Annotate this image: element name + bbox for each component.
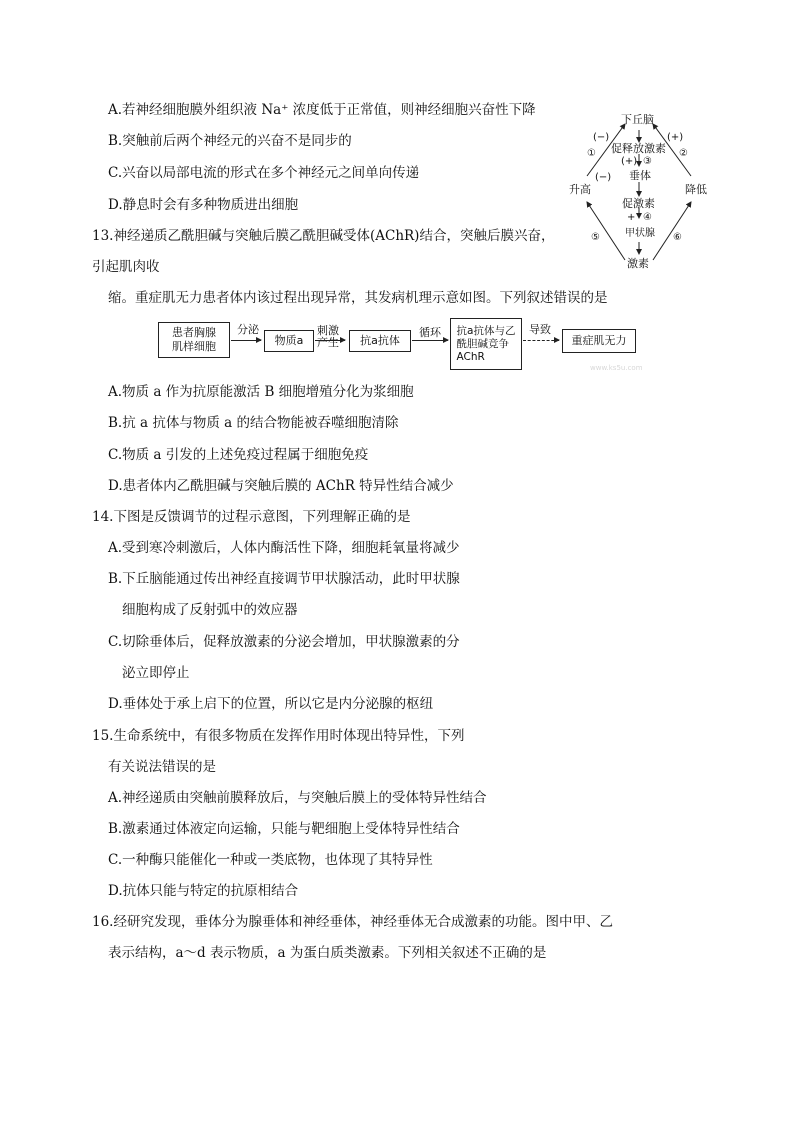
- flow-box-competition: 抗a抗体与乙 酰胆碱竞争 AChR: [450, 318, 522, 370]
- q14-option-c-line1: C.切除垂体后，促释放激素的分泌会增加，甲状腺激素的分: [108, 634, 460, 650]
- q13-stem-line2: 引起肌肉收: [92, 259, 160, 275]
- q16-stem-line2: 表示结构，a～d 表示物质，a 为蛋白质类激素。下列相关叙述不正确的是: [108, 945, 547, 961]
- diagram-num-5: ⑤: [591, 232, 600, 243]
- diagram-num-4: ④: [643, 212, 652, 223]
- diagram-releasing-hormone: 促释放激素: [611, 142, 666, 155]
- feedback-diagram: [565, 110, 715, 275]
- flow-arrow-3: [412, 340, 448, 341]
- q12-option-d: D.静息时会有多种物质进出细胞: [108, 197, 299, 213]
- q15-option-b: B.激素通过体液定向运输，只能与靶细胞上受体特异性结合: [108, 821, 460, 837]
- q12-option-a: A.若神经细胞膜外组织液 Na⁺ 浓度低于正常值，则神经细胞兴奋性下降: [108, 102, 536, 118]
- q14-option-a: A.受到寒冷刺激后，人体内酶活性下降，细胞耗氧量将减少: [108, 540, 460, 556]
- q13-option-c: C.物质 a 引发的上述免疫过程属于细胞免疫: [108, 447, 369, 463]
- flow-label-cause: 导致: [529, 323, 551, 336]
- diagram-num-6: ⑥: [673, 232, 682, 243]
- flow-arrow-4: [523, 340, 559, 341]
- q15-option-c: C.一种酶只能催化一种或一类底物，也体现了其特异性: [108, 852, 433, 868]
- q16-stem-line1: 16.经研究发现，垂体分为腺垂体和神经垂体，神经垂体无合成激素的功能。图中甲、乙: [92, 914, 613, 930]
- flow-arrow-1: [231, 340, 261, 341]
- diagram-num-1: ①: [587, 148, 596, 159]
- flow-box-substance-a: 物质a: [264, 330, 314, 352]
- diagram-minus-center: (−): [595, 172, 612, 183]
- q13-stem-line1: 13.神经递质乙酰胆碱与突触后膜乙酰胆碱受体(AChR)结合，突触后膜兴奋，: [92, 228, 555, 244]
- diagram-hypothalamus: 下丘脑: [621, 113, 654, 126]
- q14-option-c-line2: 泌立即停止: [122, 665, 190, 681]
- q13-option-a: A.物质 a 作为抗原能激活 B 细胞增殖分化为浆细胞: [108, 384, 414, 400]
- q12-option-b: B.突触前后两个神经元的兴奋不是同步的: [108, 133, 352, 149]
- diagram-plus-4: +: [627, 212, 636, 223]
- flow-arrow-2: [315, 340, 345, 341]
- q13-option-d: D.患者体内乙酰胆碱与突触后膜的 AChR 特异性结合减少: [108, 478, 454, 494]
- q15-option-d: D.抗体只能与特定的抗原相结合: [108, 883, 299, 899]
- diagram-minus-1: (−): [593, 132, 610, 143]
- diagram-thyroid: 甲状腺: [625, 228, 655, 239]
- flow-label-secrete: 分泌: [237, 323, 259, 336]
- q13-option-b: B.抗 a 抗体与物质 a 的结合物能被吞噬细胞清除: [108, 415, 399, 431]
- flow-label-stimulate: 刺激 产生: [317, 324, 339, 349]
- q15-option-a: A.神经递质由突触前膜释放后，与突触后膜上的受体特异性结合: [108, 790, 487, 806]
- q14-option-b-line2: 细胞构成了反射弧中的效应器: [122, 602, 298, 618]
- q12-option-c: C.兴奋以局部电流的形式在多个神经元之间单向传递: [108, 165, 420, 181]
- flow-box-thymus-cells: 患者胸腺 肌样细胞: [158, 322, 230, 358]
- q13-stem-line3: 缩。重症肌无力患者体内该过程出现异常，其发病机理示意如图。下列叙述错误的是: [108, 290, 608, 306]
- flow-label-circulate: 循环: [419, 326, 441, 339]
- watermark-text: www.ks5u.com: [590, 364, 643, 372]
- q14-option-b-line1: B.下丘脑能通过传出神经直接调节甲状腺活动，此时甲状腺: [108, 571, 460, 587]
- diagram-pituitary: 垂体: [629, 169, 651, 182]
- diagram-plus-3: (+): [621, 156, 638, 167]
- q14-option-d: D.垂体处于承上启下的位置，所以它是内分泌腺的枢纽: [108, 696, 434, 712]
- flow-box-myasthenia: 重症肌无力: [562, 329, 636, 353]
- diagram-hormone: 激素: [627, 257, 649, 270]
- diagram-num-3: ③: [643, 156, 652, 167]
- diagram-stimulating-hormone: 促激素: [622, 197, 655, 210]
- diagram-plus-2: (+): [667, 132, 684, 143]
- diagram-fall: 降低: [685, 183, 707, 196]
- q15-stem-line2: 有关说法错误的是: [108, 759, 216, 775]
- flow-box-anti-a-antibody: 抗a抗体: [349, 330, 411, 352]
- q15-stem-line1: 15.生命系统中，有很多物质在发挥作用时体现出特异性，下列: [92, 728, 465, 744]
- diagram-num-2: ②: [679, 148, 688, 159]
- q14-stem: 14.下图是反馈调节的过程示意图，下列理解正确的是: [92, 509, 411, 525]
- diagram-rise: 升高: [569, 183, 591, 196]
